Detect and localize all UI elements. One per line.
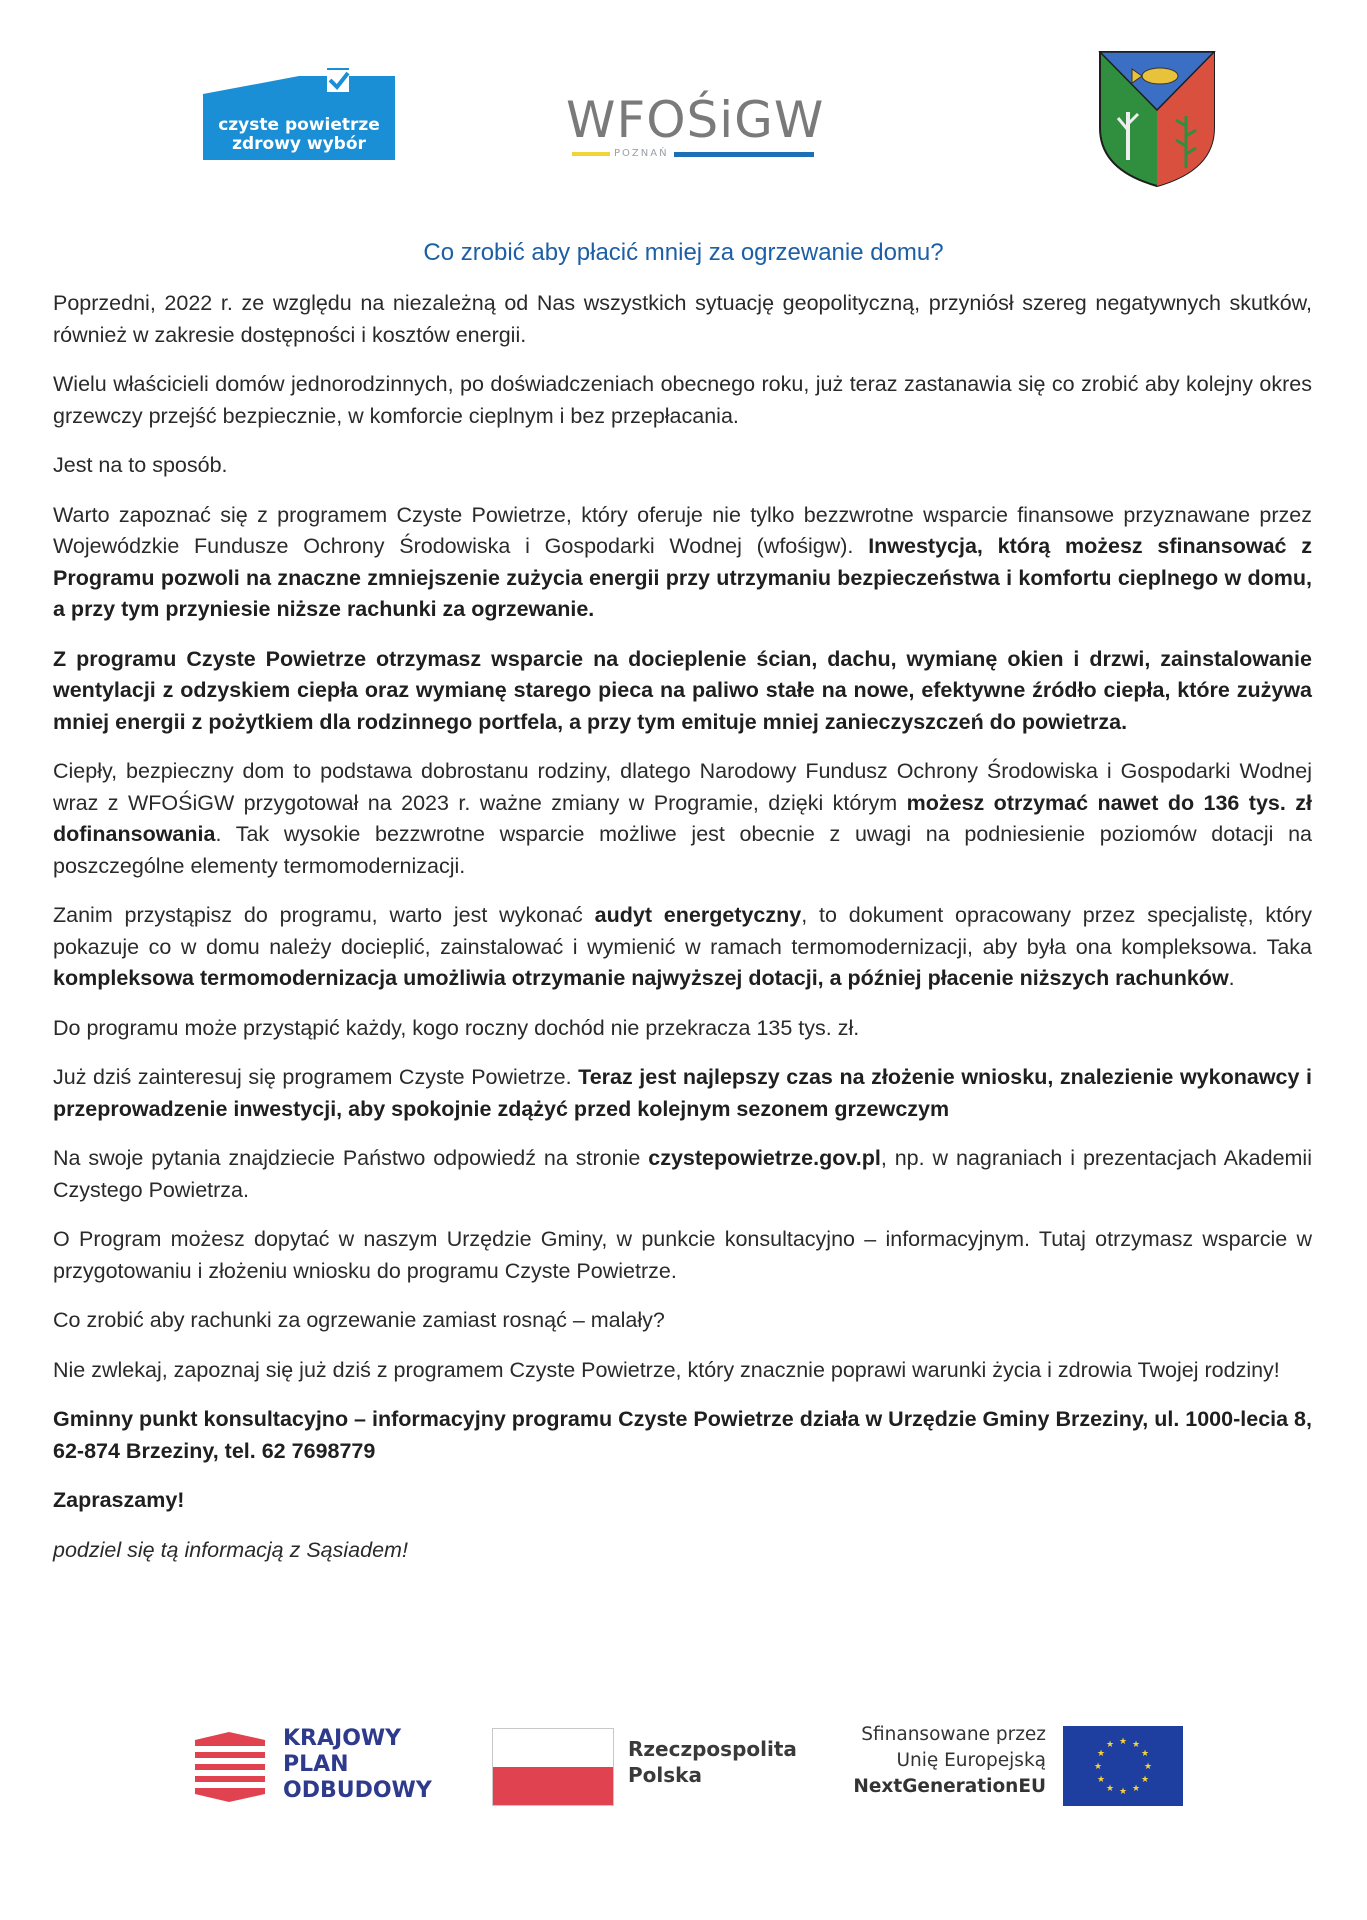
document-title: Co zrobić aby płacić mniej za ogrzewanie domu?	[423, 239, 944, 266]
svg-text:★: ★	[1131, 1784, 1141, 1794]
svg-text:★: ★	[1096, 1749, 1106, 1759]
paragraph-10-text: Na swoje pytania znajdziecie Państwo odpowiedź na stronie	[53, 1146, 641, 1170]
wfosigw-city: POZNAŃ	[614, 148, 669, 159]
coat-of-arms-icon	[1098, 50, 1216, 188]
paragraph-5-bold: Z programu Czyste Powietrze otrzymasz wsparcie na docieplenie ścian, dachu, wymianę okien i drzwi, zainstalowanie wentylacji z odzyskiem ciepła oraz wymianę starego pieca na paliwo stałe na nowe, efektywne źródło ciepła, które zużywa mniej energii z pożytkiem dla rodzinnego portfela, a przy tym emituje mniej zanieczyszczeń do powietrza.	[53, 646, 1312, 734]
paragraph-9	[53, 1062, 1312, 1125]
eu-funding-text	[820, 1722, 1046, 1800]
paragraph-9-bold: Teraz jest najlepszy czas na złożenie wniosku, znalezienie wykonawcy i przeprowadzenie inwestycji, aby spokojnie zdążyć przed kolejnym sezonem grzewczym	[53, 1065, 1312, 1121]
wfosigw-logo	[566, 92, 826, 162]
kpo-logo-text	[283, 1726, 432, 1804]
eu-line1: Sfinansowane przez	[861, 1724, 1046, 1745]
czyste-logo-line1: czyste powietrze	[218, 115, 380, 135]
svg-text:★: ★	[1131, 1740, 1141, 1750]
svg-text:★: ★	[1143, 1762, 1153, 1772]
paragraph-11: O Program możesz dopytać w naszym Urzędzie Gminy, w punkcie konsultacyjno – informacyjnym. Tutaj otrzymasz wsparcie w przygotowaniu i złożeniu wniosku do programu Czyste Powietrze.	[53, 1227, 1312, 1283]
wfosigw-yellow-bar	[572, 152, 610, 156]
paragraph-7-text-mid: , to dokument opracowany przez specjalistę, który pokazuje co w domu należy docieplić, zainstalować i wymienić w ramach termomodernizacji, aby była ona kompleksowa. Taka	[53, 903, 1312, 959]
svg-text:★: ★	[1105, 1784, 1115, 1794]
paragraph-10-text-end: , np. w nagraniach i prezentacjach Akademii Czystego Powietrza.	[53, 1146, 1312, 1202]
document-body	[53, 288, 1312, 1584]
paragraph-6-text: Ciepły, bezpieczny dom to podstawa dobrostanu rodziny, dlatego Narodowy Fundusz Ochrony Środowiska i Gospodarki Wodnej wraz z WFOŚiGW przygotował na 2023 r. ważne zmiany w Programie, dzięki którym	[53, 759, 1312, 815]
paragraph-4	[53, 500, 1312, 626]
czyste-powietrze-logo	[203, 68, 395, 168]
paragraph-7	[53, 900, 1312, 995]
kpo-logo-icon	[193, 1730, 267, 1808]
eu-line2: Unię Europejską	[896, 1750, 1046, 1771]
paragraph-4-text: Warto zapoznać się z programem Czyste Powietrze, który oferuje nie tylko bezzwrotne wsparcie finansowe przyznawane przez Wojewódzkie Fundusze Ochrony Środowiska i Gospodarki Wodnej (wfośigw).	[53, 502, 1312, 558]
svg-text:★: ★	[1118, 1737, 1128, 1747]
pl-line2: Polska	[628, 1763, 702, 1787]
paragraph-16: podziel się tą informacją z Sąsiadem!	[53, 1537, 408, 1562]
paragraph-13: Nie zwlekaj, zapoznaj się już dziś z programem Czyste Powietrze, który znacznie poprawi warunki życia i zdrowia Twojej rodziny!	[53, 1357, 1280, 1382]
svg-text:★: ★	[1140, 1749, 1150, 1759]
paragraph-8: Do programu może przystąpić każdy, kogo roczny dochód nie przekracza 135 tys. zł.	[53, 1015, 860, 1040]
kpo-line1: KRAJOWY	[283, 1726, 402, 1751]
svg-text:★: ★	[1096, 1775, 1106, 1785]
paragraph-14-bold: Gminny punkt konsultacyjno – informacyjny programu Czyste Powietrze działa w Urzędzie Gminy Brzeziny, ul. 1000-lecia 8, 62-874 Brzeziny, tel. 62 7698779	[53, 1407, 1312, 1463]
paragraph-9-text: Już dziś zainteresuj się programem Czyste Powietrze.	[53, 1065, 572, 1089]
paragraph-6-text-end: . Tak wysokie bezzwrotne wsparcie możliwe jest obecnie z uwagi na podniesienie poziomów dotacji na poszczególne elementy termomodernizacji.	[53, 822, 1312, 878]
paragraph-14	[53, 1404, 1312, 1467]
wfosigw-blue-bar	[674, 152, 814, 157]
paragraph-10	[53, 1143, 1312, 1206]
svg-text:★: ★	[1105, 1740, 1115, 1750]
wfosigw-wordmark: WFOŚiGW	[566, 91, 825, 149]
kpo-line3: ODBUDOWY	[283, 1778, 432, 1803]
paragraph-1: Poprzedni, 2022 r. ze względu na niezależną od Nas wszystkich sytuację geopolityczną, przyniósł szereg negatywnych skutków, również w zakresie dostępności i kosztów energii.	[53, 291, 1312, 347]
paragraph-7-period: .	[1228, 966, 1235, 990]
kpo-line2: PLAN	[283, 1752, 349, 1777]
paragraph-3: Jest na to sposób.	[53, 453, 228, 477]
paragraph-15	[53, 1485, 1312, 1517]
paragraph-7-bold-audit: audyt energetyczny	[594, 903, 802, 927]
eu-flag-icon	[1063, 1726, 1183, 1806]
footer-logos	[0, 1722, 1367, 1812]
svg-text:★: ★	[1093, 1762, 1103, 1772]
rzeczpospolita-text	[628, 1736, 797, 1788]
paragraph-6-bold: możesz otrzymać nawet do 136 tys. zł dofinansowania	[53, 790, 1312, 846]
paragraph-4-bold: Inwestycja, którą możesz sfinansować z Programu pozwoli na znaczne zmniejszenie zużycia energii przy utrzymaniu bezpieczeństwa i komfortu cieplnego w domu, a przy tym przyniesie niższe rachunki za ogrzewanie.	[53, 534, 1312, 621]
paragraph-2: Wielu właścicieli domów jednorodzinnych, po doświadczeniach obecnego roku, już teraz zastanawia się co zrobić aby kolejny okres grzewczy przejść bezpiecznie, w komforcie cieplnym i bez przepłacania.	[53, 372, 1312, 428]
pl-line1: Rzeczpospolita	[628, 1737, 797, 1761]
paragraph-15-bold: Zapraszamy!	[53, 1488, 185, 1512]
paragraph-6	[53, 756, 1312, 882]
czyste-logo-line2: zdrowy wybór	[232, 134, 366, 154]
eu-line3: NextGenerationEU	[853, 1776, 1046, 1797]
paragraph-7-text: Zanim przystąpisz do programu, warto jest wykonać	[53, 903, 583, 927]
svg-text:★: ★	[1118, 1787, 1128, 1797]
paragraph-7-bold-end: kompleksowa termomodernizacja umożliwia otrzymanie najwyższej dotacji, a później płacenie niższych rachunków	[53, 966, 1229, 990]
paragraph-5	[53, 644, 1312, 739]
svg-text:★: ★	[1140, 1775, 1150, 1785]
paragraph-12: Co zrobić aby rachunki za ogrzewanie zamiast rosnąć – malały?	[53, 1308, 665, 1332]
website-link[interactable]: czystepowietrze.gov.pl	[648, 1146, 881, 1170]
polish-flag-icon	[492, 1728, 614, 1806]
